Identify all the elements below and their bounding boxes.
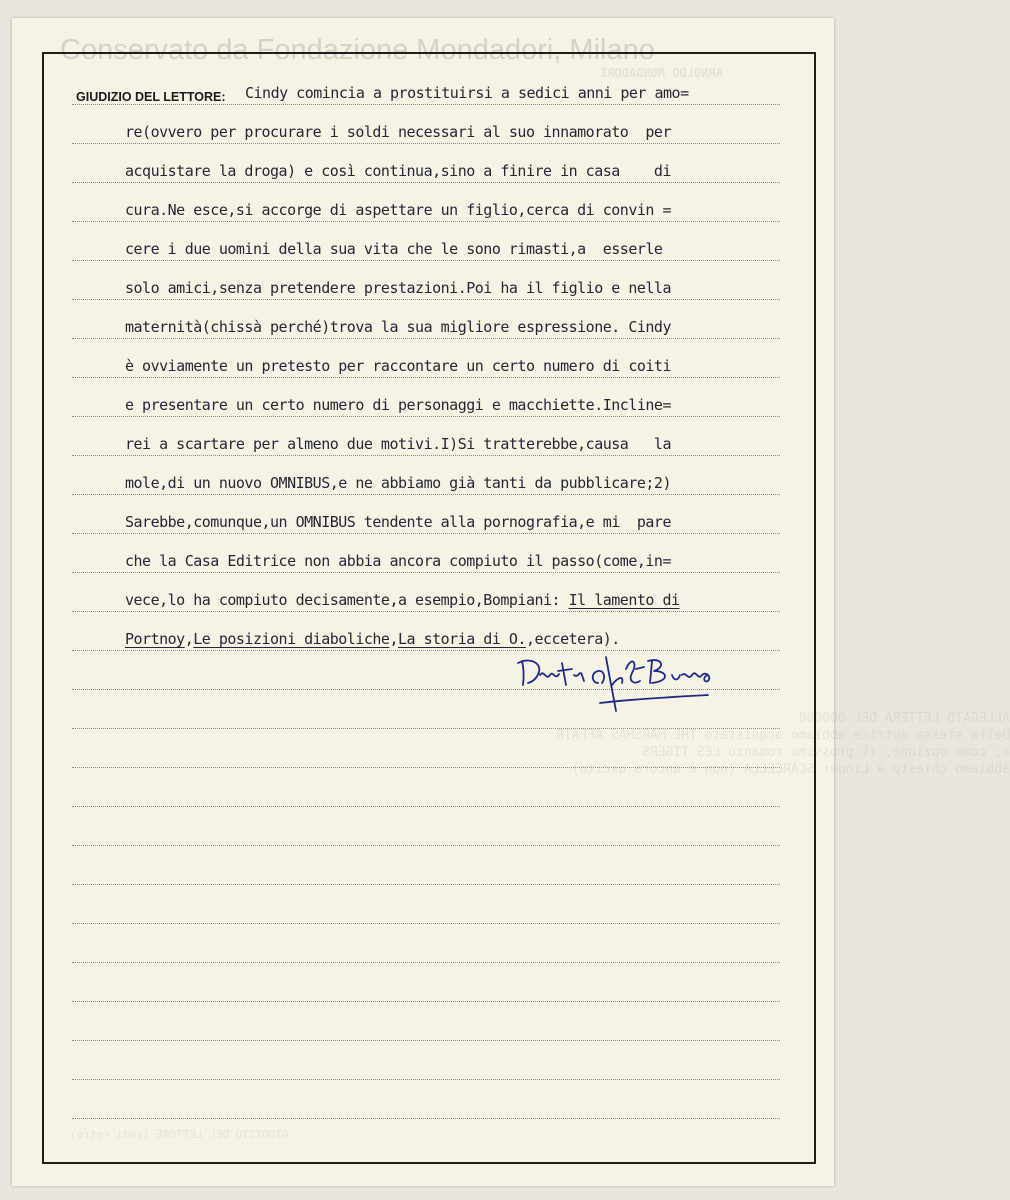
separator: , — [184, 630, 194, 648]
text-line: acquistare la droga) e così continua,sino a finire in casa di — [125, 162, 671, 180]
ruled-line — [72, 299, 780, 300]
text-line-tail: ,eccetera). — [525, 630, 620, 648]
ruled-line — [72, 572, 780, 573]
bleed-through-block: ALLEGATO LETTERA DEL 000000 Della stessa autrice abbiamo acquistato THE MARSHAS AFFAIR e, come opzione, il prossimo romanzo LES TIGERS abbiamo chiesto a Linder SCARCELLA (non è ancora uscito) — [556, 711, 1010, 777]
reader-judgement-label: GIUDIZIO DEL LETTORE: — [76, 90, 226, 104]
ruled-line — [72, 884, 780, 885]
ruled-line — [72, 806, 780, 807]
text-line: solo amici,senza pretendere prestazioni.Poi ha il figlio e nella — [125, 279, 671, 297]
text-line — [125, 591, 680, 609]
bleed-through-footer: GIUDIZIO DEL LETTORE (vedi retro) — [70, 1128, 289, 1141]
ruled-line — [72, 962, 780, 963]
ruled-line — [72, 923, 780, 924]
ruled-line — [72, 728, 780, 729]
book-title-storia-di-o: La storia di O. — [398, 630, 526, 648]
ruled-line — [72, 260, 780, 261]
text-line: mole,di un nuovo OMNIBUS,e ne abbiamo già tanti da pubblicare;2) — [125, 474, 671, 492]
text-line-body: vece,lo ha compiuto decisamente,a esempio,Bompiani: — [125, 591, 561, 609]
book-title-posizioni: Le posizioni diaboliche — [193, 630, 390, 648]
text-line: re(ovvero per procurare i soldi necessari al suo innamorato per — [125, 123, 671, 141]
ruled-line — [72, 338, 780, 339]
separator: , — [389, 630, 398, 648]
ruled-line — [72, 377, 780, 378]
text-line: maternità(chissà perché)trova la sua migliore espressione. Cindy — [125, 318, 671, 336]
text-line: Sarebbe,comunque,un OMNIBUS tendente alla pornografia,e mi pare — [125, 513, 671, 531]
ruled-line — [72, 104, 780, 105]
ruled-line — [72, 455, 780, 456]
text-line: che la Casa Editrice non abbia ancora compiuto il passo(come,in= — [125, 552, 671, 570]
text-line: Cindy comincia a prostituirsi a sedici anni per amo= — [245, 84, 689, 102]
ruled-line — [72, 1040, 780, 1041]
ruled-line — [72, 1118, 780, 1119]
bleed-through-header: ARNOLDO MONDADORI — [600, 66, 723, 80]
book-title-lamento: Il lamento di — [568, 591, 680, 609]
text-line: rei a scartare per almeno due motivi.I)Si tratterebbe,causa la — [125, 435, 671, 453]
text-line: cere i due uomini della sua vita che le sono rimasti,a esserle — [125, 240, 663, 258]
book-title-portnoy: Portnoy — [125, 630, 185, 648]
ruled-line — [72, 143, 780, 144]
ruled-line — [72, 416, 780, 417]
ruled-line — [72, 650, 780, 651]
archive-watermark: Conservato da Fondazione Mondadori, Milano — [60, 34, 655, 66]
ruled-line — [72, 533, 780, 534]
text-line: e presentare un certo numero di personaggi e macchiette.Incline= — [125, 396, 671, 414]
signature — [512, 655, 722, 715]
ruled-line — [72, 494, 780, 495]
ruled-line — [72, 845, 780, 846]
ruled-line — [72, 221, 780, 222]
ruled-line — [72, 182, 780, 183]
ruled-line — [72, 1001, 780, 1002]
text-line: è ovviamente un pretesto per raccontare un certo numero di coiti — [125, 357, 671, 375]
ruled-line — [72, 767, 780, 768]
text-line — [125, 630, 620, 648]
text-line: cura.Ne esce,si accorge di aspettare un figlio,cerca di convin = — [125, 201, 671, 219]
ruled-line — [72, 1079, 780, 1080]
ruled-line — [72, 611, 780, 612]
